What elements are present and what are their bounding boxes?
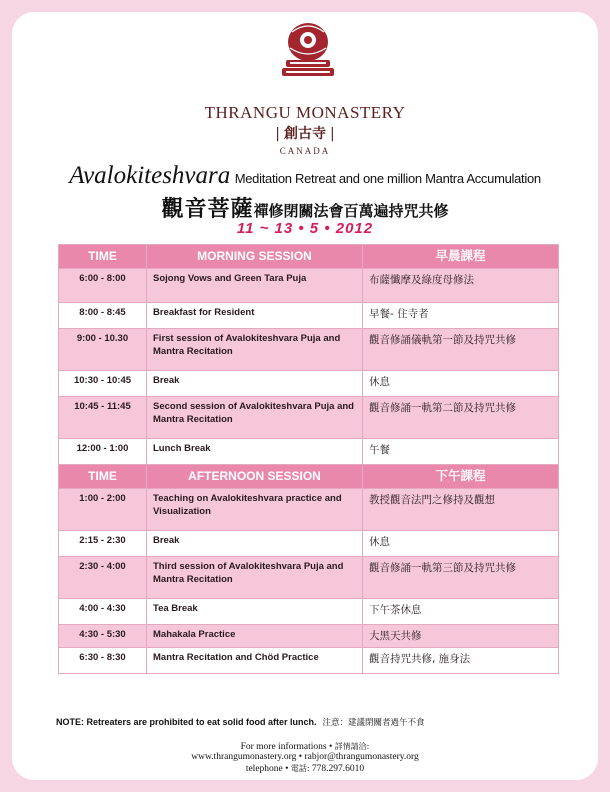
- activity-zh-cell: 午餐: [363, 438, 559, 464]
- activity-zh-cell: 觀音修誦儀軌第一節及持咒共修: [363, 328, 559, 370]
- activity-cell: Breakfast for Resident: [147, 302, 363, 328]
- time-cell: 12:00 - 1:00: [59, 438, 147, 464]
- activity-zh-cell: 布薩懺摩及綠度母修法: [363, 268, 559, 302]
- time-cell: 1:00 - 2:00: [59, 488, 147, 530]
- activity-cell: Lunch Break: [147, 438, 363, 464]
- activity-zh-cell: 下午茶休息: [363, 598, 559, 624]
- morning-session-header: MORNING SESSION: [147, 245, 363, 269]
- activity-cell: Break: [147, 530, 363, 556]
- event-dates: 11 ~ 13 • 5 • 2012: [236, 220, 374, 237]
- time-cell: 6:30 - 8:30: [59, 647, 147, 673]
- time-cell: 10:30 - 10:45: [59, 370, 147, 396]
- activity-cell: Break: [147, 370, 363, 396]
- note-english: NOTE: Retreaters are prohibited to eat solid food after lunch.: [56, 717, 317, 727]
- schedule-body: [59, 245, 559, 674]
- activity-zh-cell: 觀音持咒共修, 施身法: [363, 647, 559, 673]
- schedule-row: [59, 328, 559, 370]
- activity-zh-cell: 休息: [363, 370, 559, 396]
- schedule-row: [59, 302, 559, 328]
- page-title-chinese: [0, 192, 610, 223]
- brand-country: CANADA: [279, 146, 331, 156]
- activity-zh-cell: 休息: [363, 530, 559, 556]
- page-title-english: [0, 162, 610, 190]
- activity-cell: Second session of Avalokiteshvara Puja and Mantra Recitation: [147, 396, 363, 438]
- activity-cell: Tea Break: [147, 598, 363, 624]
- schedule-row: [59, 268, 559, 302]
- footer-telephone-number: 778.297.6010: [311, 764, 365, 774]
- schedule-row: [59, 624, 559, 647]
- activity-cell: Sojong Vows and Green Tara Puja: [147, 268, 363, 302]
- schedule-row: [59, 438, 559, 464]
- title-zh-small: 禪修閉關法會百萬遍持咒共修: [253, 202, 449, 220]
- activity-cell: Teaching on Avalokiteshvara practice and Visualization: [147, 488, 363, 530]
- time-column-header: TIME: [59, 464, 147, 488]
- brand-divider: |: [330, 126, 335, 142]
- activity-zh-cell: 早餐- 住寺者: [363, 302, 559, 328]
- activity-zh-cell: 大黑天共修: [363, 624, 559, 647]
- schedule-row: [59, 396, 559, 438]
- note: [56, 716, 576, 728]
- schedule-table: [58, 244, 559, 674]
- footer-contacts: www.thrangumonastery.org • rabjor@thrangumonastery.org: [191, 752, 419, 762]
- morning-header-row: [59, 245, 559, 269]
- activity-cell: Mantra Recitation and Chöd Practice: [147, 647, 363, 673]
- footer-telephone-label-zh: 電話:: [290, 764, 310, 773]
- time-cell: 10:45 - 11:45: [59, 396, 147, 438]
- activity-cell: First session of Avalokiteshvara Puja and Mantra Recitation: [147, 328, 363, 370]
- activity-zh-cell: 教授觀音法門之修持及觀想: [363, 488, 559, 530]
- footer-info-label-zh: 詳情請洽:: [334, 742, 370, 751]
- footer-telephone-label: telephone •: [245, 764, 289, 774]
- monastery-crest-icon: [280, 20, 336, 78]
- time-cell: 4:00 - 4:30: [59, 598, 147, 624]
- activity-cell: Mahakala Practice: [147, 624, 363, 647]
- brand-name-chinese: [0, 123, 610, 143]
- activity-zh-cell: 觀音修誦一軌第三節及持咒共修: [363, 556, 559, 598]
- schedule-row: [59, 530, 559, 556]
- time-cell: 9:00 - 10.30: [59, 328, 147, 370]
- time-cell: 2:15 - 2:30: [59, 530, 147, 556]
- brand-name: THRANGU MONASTERY: [204, 103, 406, 122]
- schedule-row: [59, 370, 559, 396]
- time-column-header: TIME: [59, 245, 147, 269]
- footer-telephone-line: [0, 763, 610, 775]
- activity-zh-cell: 觀音修誦一軌第二節及持咒共修: [363, 396, 559, 438]
- afternoon-session-header: AFTERNOON SESSION: [147, 464, 363, 488]
- time-cell: 2:30 - 4:00: [59, 556, 147, 598]
- note-chinese: 注意：建議閉關者過午不食: [322, 718, 425, 728]
- afternoon-session-header-zh: 下午課程: [363, 464, 559, 488]
- time-cell: 4:30 - 5:30: [59, 624, 147, 647]
- time-cell: 6:00 - 8:00: [59, 268, 147, 302]
- afternoon-header-row: [59, 464, 559, 488]
- schedule-row: [59, 556, 559, 598]
- activity-cell: Third session of Avalokiteshvara Puja and Mantra Recitation: [147, 556, 363, 598]
- title-script-word: Avalokiteshvara: [69, 162, 231, 189]
- schedule-row: [59, 488, 559, 530]
- schedule-row: [59, 598, 559, 624]
- brand-name-zh-text: 創古寺: [284, 126, 326, 142]
- time-cell: 8:00 - 8:45: [59, 302, 147, 328]
- schedule-row: [59, 647, 559, 673]
- morning-session-header-zh: 早晨課程: [363, 245, 559, 269]
- footer-info-label: For more informations •: [240, 742, 333, 752]
- title-subtitle: Meditation Retreat and one million Mantra Accumulation: [234, 171, 541, 186]
- title-zh-large: 觀音菩薩: [161, 197, 254, 222]
- brand-divider: |: [275, 126, 280, 142]
